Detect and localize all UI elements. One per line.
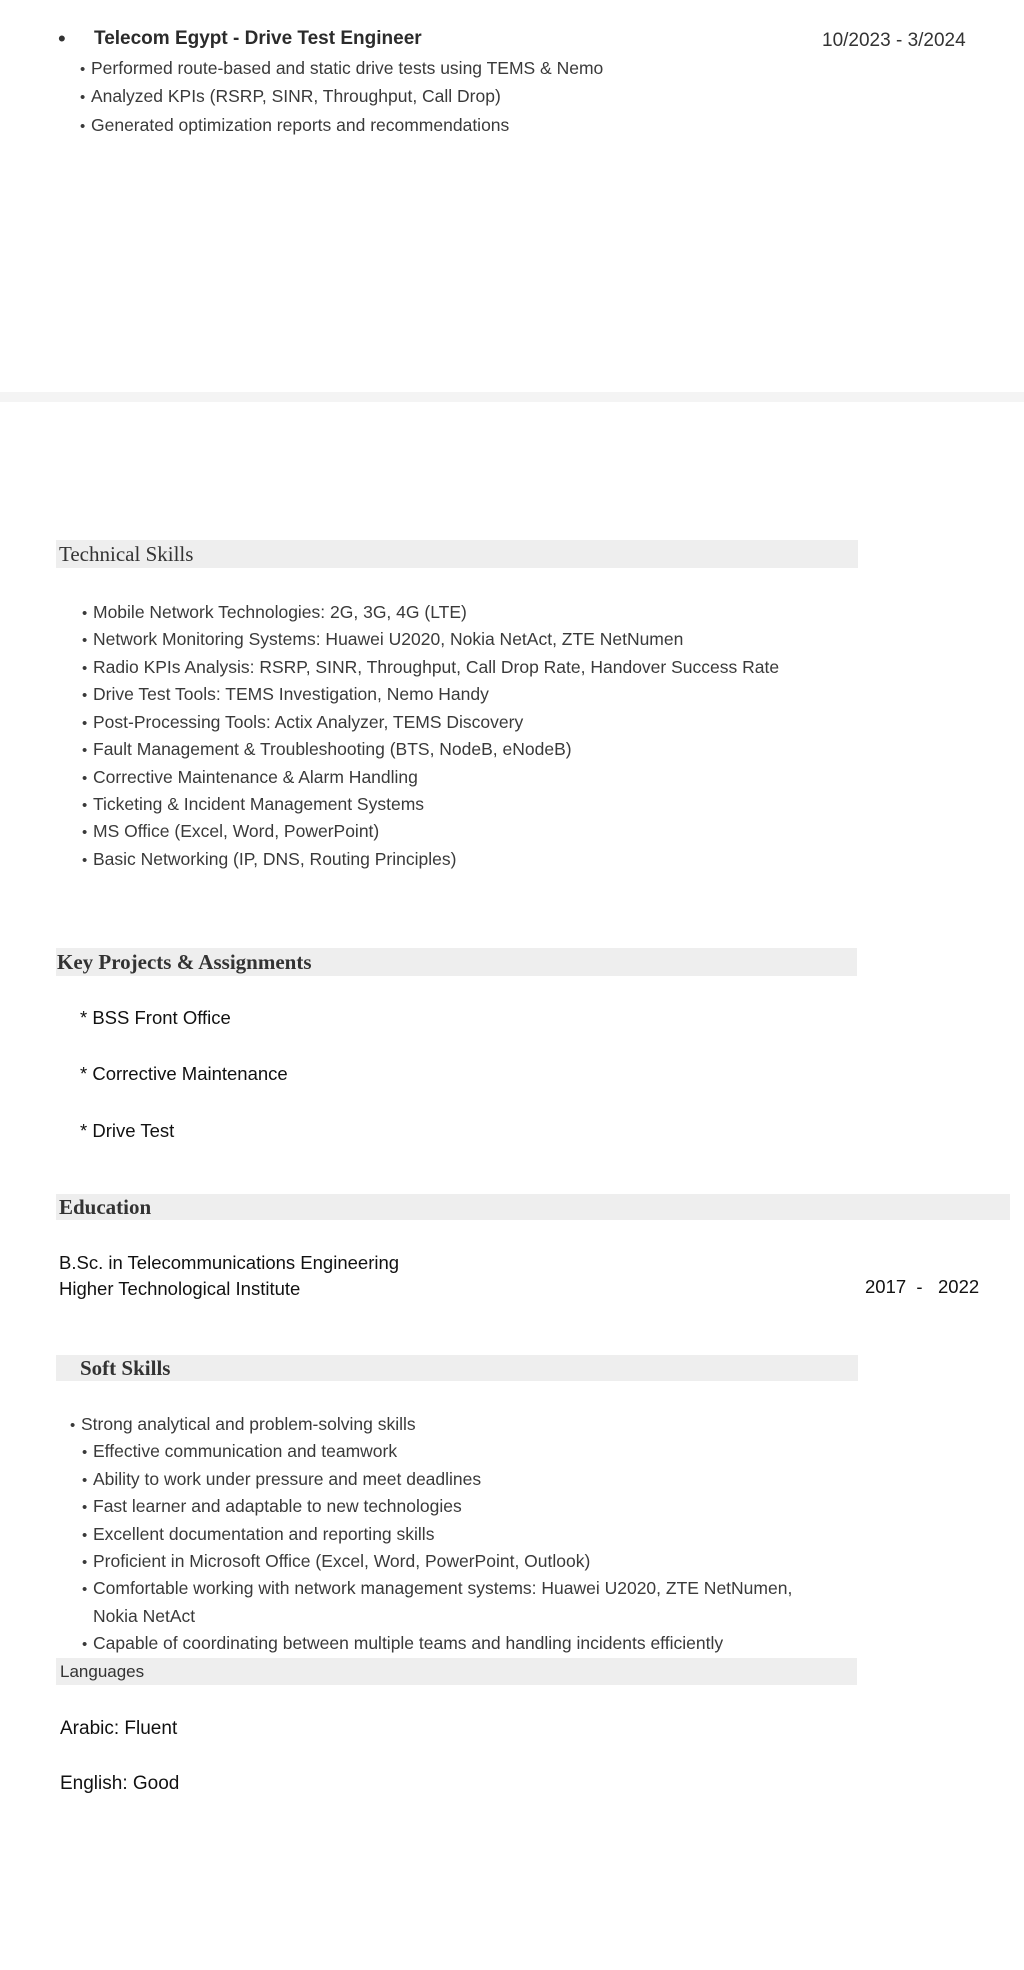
skill-item: • MS Office (Excel, Word, PowerPoint): [82, 821, 380, 841]
degree: B.Sc. in Telecommunications Engineering: [59, 1252, 400, 1273]
soft-skill-item: • Capable of coordinating between multiple teams and handling incidents efficiently: [82, 1633, 724, 1653]
section-band: [56, 1194, 1010, 1220]
soft-skill-item: • Fast learner and adaptable to new technologies: [82, 1496, 462, 1516]
project-item: * BSS Front Office: [80, 1007, 231, 1028]
soft-skill-item: • Excellent documentation and reporting skills: [82, 1524, 435, 1544]
soft-skill-item: • Strong analytical and problem-solving skills: [70, 1414, 416, 1434]
soft-skill-item: • Comfortable working with network management systems: Huawei U2020, ZTE NetNumen,: [82, 1578, 793, 1598]
technical-skills-title: Technical Skills: [59, 542, 194, 566]
education-years: 2017 - 2022: [865, 1276, 980, 1297]
job-duty: • Performed route-based and static drive tests using TEMS & Nemo: [80, 58, 604, 78]
skill-item: • Radio KPIs Analysis: RSRP, SINR, Throughput, Call Drop Rate, Handover Success Rate: [82, 657, 780, 677]
project-item: * Drive Test: [80, 1120, 175, 1141]
section-band: [56, 1658, 857, 1685]
languages-title: Languages: [60, 1662, 145, 1681]
skill-item: • Mobile Network Technologies: 2G, 3G, 4G (LTE): [82, 602, 467, 622]
skill-item: • Fault Management & Troubleshooting (BTS, NodeB, eNodeB): [82, 739, 572, 759]
skill-item: • Post-Processing Tools: Actix Analyzer, TEMS Discovery: [82, 712, 524, 732]
projects-title: Key Projects & Assignments: [57, 950, 312, 974]
job-dates: 10/2023 - 3/2024: [822, 30, 966, 51]
soft-skill-item: • Ability to work under pressure and meet deadlines: [82, 1469, 482, 1489]
institute: Higher Technological Institute: [59, 1278, 301, 1299]
job-title: Telecom Egypt - Drive Test Engineer: [94, 28, 422, 49]
skill-item: • Network Monitoring Systems: Huawei U2020, Nokia NetAct, ZTE NetNumen: [82, 629, 684, 649]
soft-skills-title: Soft Skills: [80, 1356, 171, 1380]
job-bullet: •: [58, 26, 66, 51]
job-duty: • Generated optimization reports and recommendations: [80, 115, 510, 135]
job-duty: • Analyzed KPIs (RSRP, SINR, Throughput, Call Drop): [80, 86, 501, 106]
section-band: [56, 540, 858, 568]
soft-skill-item: • Effective communication and teamwork: [82, 1441, 398, 1461]
soft-skill-item: • Proficient in Microsoft Office (Excel, Word, PowerPoint, Outlook): [82, 1551, 591, 1571]
page-break: [0, 392, 1024, 402]
skill-item: • Basic Networking (IP, DNS, Routing Principles): [82, 849, 457, 869]
section-band: [56, 1355, 858, 1381]
skill-item: • Drive Test Tools: TEMS Investigation, Nemo Handy: [82, 684, 489, 704]
section-band: [56, 948, 857, 976]
skill-item: • Corrective Maintenance & Alarm Handling: [82, 767, 418, 787]
soft-skill-item-continued: Nokia NetAct: [93, 1606, 196, 1626]
skill-item: • Ticketing & Incident Management Systems: [82, 794, 425, 814]
education-title: Education: [59, 1195, 152, 1219]
language-item: English: Good: [60, 1773, 180, 1794]
project-item: * Corrective Maintenance: [80, 1063, 288, 1084]
language-item: Arabic: Fluent: [60, 1718, 178, 1739]
